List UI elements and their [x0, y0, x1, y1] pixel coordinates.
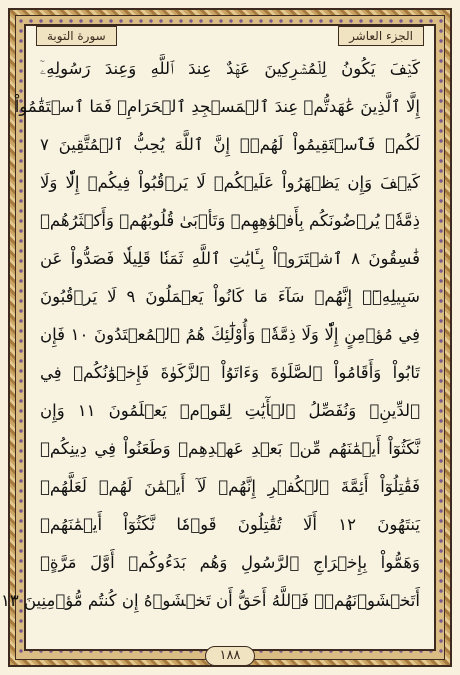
juz-name: الجزء العاشر — [338, 26, 424, 46]
text-line: ٱلدِّينِۗ وَنُفَصِّلُ ٱلۡأٓيَٰتِ لِقَوۡمٖ يَعۡلَمُونَ ١١ وَإِن — [40, 401, 420, 420]
page-footer — [0, 646, 460, 668]
text-line: نَّكَثُوٓاْ أَيۡمَٰنَهُم مِّنۢ بَعۡدِ عَهۡدِهِمۡ وَطَعَنُواْ فِي دِينِكُمۡ — [40, 439, 420, 458]
text-line: أَتَخۡشَوۡنَهُمۡۚ فَٱللَّهُ أَحَقُّ أَن تَخۡشَوۡهُ إِن كُنتُم مُّؤۡمِنِينَ ١٣ — [1, 591, 420, 610]
verse-text — [1, 50, 421, 630]
text-line: فَقَٰتِلُوٓاْ أَئِمَّةَ ٱلۡكُفۡرِ إِنَّهُمۡ لَآ أَيۡمَٰنَ لَهُمۡ لَعَلَّهُمۡ — [40, 477, 420, 496]
text-line: سَبِيلِهِۦٓۚ إِنَّهُمۡ سَآءَ مَا كَانُواْ يَعۡمَلُونَ ٩ لَا يَرۡقُبُونَ — [40, 287, 421, 306]
page-header — [24, 24, 436, 48]
text-line: ذِمَّةٗۚ يُرۡضُونَكُم بِأَفۡوَٰهِهِمۡ وَتَأۡبَىٰ قُلُوبُهُمۡ وَأَكۡثَرُهُمۡ — [40, 211, 420, 230]
text-line: إِلَّا ٱلَّذِينَ عَٰهَدتُّمۡ عِندَ ٱلۡمَسۡجِدِ ٱلۡحَرَامِۖ فَمَا ٱسۡتَقَٰمُواْ — [14, 97, 420, 116]
text-line: فِي مُؤۡمِنٍ إِلّٗا وَلَا ذِمَّةٗۚ وَأُوْلَٰٓئِكَ هُمُ ٱلۡمُعۡتَدُونَ ١٠ فَإِن — [40, 325, 421, 344]
text-line: تَابُواْ وَأَقَامُواْ ٱلصَّلَوٰةَ وَءَاتَوُاْ ٱلزَّكَوٰةَ فَإِخۡوَٰنُكُمۡ فِي — [40, 363, 420, 382]
surah-name: سورة التوبة — [36, 26, 117, 46]
text-line: كَيۡفَ وَإِن يَظۡهَرُواْ عَلَيۡكُمۡ لَا يَرۡقُبُواْ فِيكُمۡ إِلّٗا وَلَا — [40, 173, 420, 192]
text-line: كَيۡفَ يَكُونُ لِلۡمُشۡرِكِينَ عَهۡدٌ عِندَ ٱللَّهِ وَعِندَ رَسُولِهِۦٓ — [40, 59, 420, 78]
text-line: يَنتَهُونَ ١٢ أَلَا تُقَٰتِلُونَ قَوۡمٗا نَّكَثُوٓاْ أَيۡمَٰنَهُمۡ — [40, 515, 420, 534]
text-line: فَٰسِقُونَ ٨ ٱشۡتَرَوۡاْ بِـَٔايَٰتِ ٱللَّهِ ثَمَنٗا قَلِيلٗا فَصَدُّواْ عَن — [40, 249, 420, 268]
text-line: وَهَمُّواْ بِإِخۡرَاجِ ٱلرَّسُولِ وَهُم بَدَءُوكُمۡ أَوَّلَ مَرَّةٍۚ — [40, 553, 420, 572]
page-number: ١٨٨ — [205, 646, 256, 666]
text-line: لَكُمۡ فَٱسۡتَقِيمُواْ لَهُمۡۚ إِنَّ ٱللَّهَ يُحِبُّ ٱلۡمُتَّقِينَ ٧ — [40, 135, 420, 154]
